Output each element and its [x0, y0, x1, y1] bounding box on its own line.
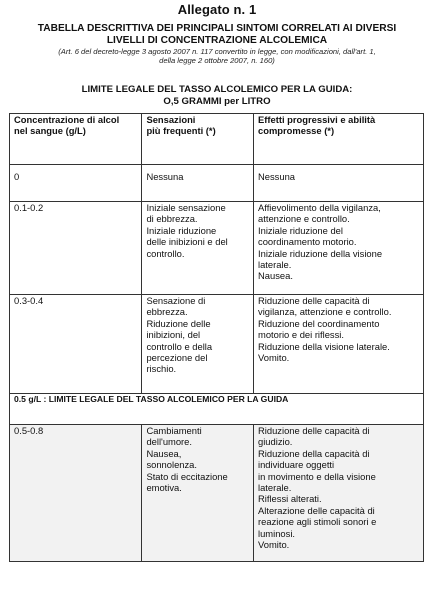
subnote-line: (Art. 6 del decreto-legge 3 agosto 2007 n. 117 convertito in legge, con modificazioni, dall'art. 1,: [58, 47, 376, 56]
cell-line: Riduzione della capacità di: [258, 447, 370, 459]
limit-heading-line: O,5 GRAMMI per LITRO: [163, 95, 271, 107]
cell-line: Sensazione di: [146, 295, 206, 306]
cell-effects: [254, 295, 424, 394]
cell-line: Iniziale sensazione: [146, 202, 226, 213]
cell-line: Riduzione della visione laterale.: [258, 340, 390, 352]
cell-line: Nausea,: [146, 447, 182, 459]
header-sensations: [142, 114, 254, 165]
cell-concentration: 0.5-0.8: [10, 425, 142, 562]
cell-line: percezione del: [146, 352, 208, 364]
cell-line: Vomito.: [258, 539, 290, 551]
legal-reference-note: [8, 47, 426, 65]
cell-effects: [254, 202, 424, 295]
cell-concentration: 0.3-0.4: [10, 295, 142, 394]
cell-line: giudizio.: [258, 436, 293, 448]
cell-effects: [254, 425, 424, 562]
subnote-line: della legge 2 ottobre 2007, n. 160): [159, 56, 275, 65]
table-row: [10, 295, 424, 394]
table-row: [10, 425, 424, 562]
cell-line: Iniziale riduzione del: [258, 224, 343, 236]
header-line: Effetti progressivi e abilità: [258, 114, 376, 125]
cell-concentration: 0.1-0.2: [10, 202, 142, 295]
cell-sensations: [142, 165, 254, 202]
header-line: più frequenti (*): [146, 125, 216, 137]
cell-line: Affievolimento della vigilanza,: [258, 202, 381, 213]
cell-line: controllo.: [146, 247, 185, 259]
header-line: Concentrazione di alcol: [14, 114, 120, 125]
cell-sensations: [142, 425, 254, 562]
cell-line: coordinamento motorio.: [258, 236, 357, 248]
cell-line: Riduzione delle capacità di: [258, 295, 370, 306]
cell-line: motorio e dei riflessi.: [258, 329, 344, 341]
cell-line: ebbrezza.: [146, 306, 188, 318]
cell-line: Iniziale riduzione della visione: [258, 247, 383, 259]
legal-limit-row: [10, 394, 424, 425]
cell-line: vigilanza, attenzione e controllo.: [258, 306, 392, 318]
symptoms-table: [9, 113, 424, 562]
header-line: nel sangue (g/L): [14, 125, 86, 137]
legal-limit-cell: 0.5 g/L : LIMITE LEGALE DEL TASSO ALCOLEMICO PER LA GUIDA: [10, 394, 424, 425]
cell-line: dell'umore.: [146, 436, 192, 448]
header-concentration: [10, 114, 142, 165]
cell-line: Nessuna: [258, 171, 296, 182]
cell-line: Riduzione delle capacità di: [258, 425, 370, 436]
document-title: [8, 23, 426, 46]
title-line: LIVELLI DI CONCENTRAZIONE ALCOLEMICA: [106, 34, 328, 46]
table-row: [10, 165, 424, 202]
title-line: TABELLA DESCRITTIVA DEI PRINCIPALI SINTOMI CORRELATI AI DIVERSI: [37, 23, 397, 34]
cell-line: individuare oggetti: [258, 459, 335, 471]
header-line: compromesse (*): [258, 125, 335, 137]
cell-line: Iniziale riduzione: [146, 224, 217, 236]
cell-line: emotiva.: [146, 482, 182, 494]
cell-line: Nessuna: [146, 171, 184, 182]
cell-sensations: [142, 202, 254, 295]
cell-line: Stato di eccitazione: [146, 470, 228, 482]
cell-line: inibizioni, del: [146, 329, 201, 341]
header-effects: [254, 114, 424, 165]
cell-line: rischio.: [146, 363, 177, 375]
table-row: [10, 202, 424, 295]
cell-line: Vomito.: [258, 352, 290, 364]
cell-line: delle inibizioni e del: [146, 236, 228, 248]
cell-concentration: 0: [10, 165, 142, 202]
cell-line: in movimento e della visione: [258, 470, 376, 482]
table-header-row: [10, 114, 424, 165]
cell-effects: [254, 165, 424, 202]
header-line: Sensazioni: [146, 114, 196, 125]
cell-line: Nausea.: [258, 270, 293, 282]
cell-line: laterale.: [258, 259, 292, 271]
cell-line: sonnolenza.: [146, 459, 197, 471]
cell-line: di ebbrezza.: [146, 213, 198, 225]
legal-limit-heading: [8, 84, 426, 107]
cell-line: laterale.: [258, 482, 292, 494]
cell-line: luminosi.: [258, 527, 296, 539]
cell-line: Riduzione del coordinamento: [258, 317, 380, 329]
attachment-label: Allegato n. 1: [177, 2, 257, 17]
cell-line: Alterazione delle capacità di: [258, 504, 375, 516]
cell-sensations: [142, 295, 254, 394]
limit-heading-line: LIMITE LEGALE DEL TASSO ALCOLEMICO PER LA GUIDA:: [81, 84, 353, 95]
cell-line: reazione agli stimoli sonori e: [258, 516, 377, 528]
cell-line: Riduzione delle: [146, 317, 211, 329]
cell-line: Riflessi alterati.: [258, 493, 322, 505]
cell-line: Cambiamenti: [146, 425, 202, 436]
cell-line: controllo e della: [146, 340, 213, 352]
cell-line: attenzione e controllo.: [258, 213, 350, 225]
